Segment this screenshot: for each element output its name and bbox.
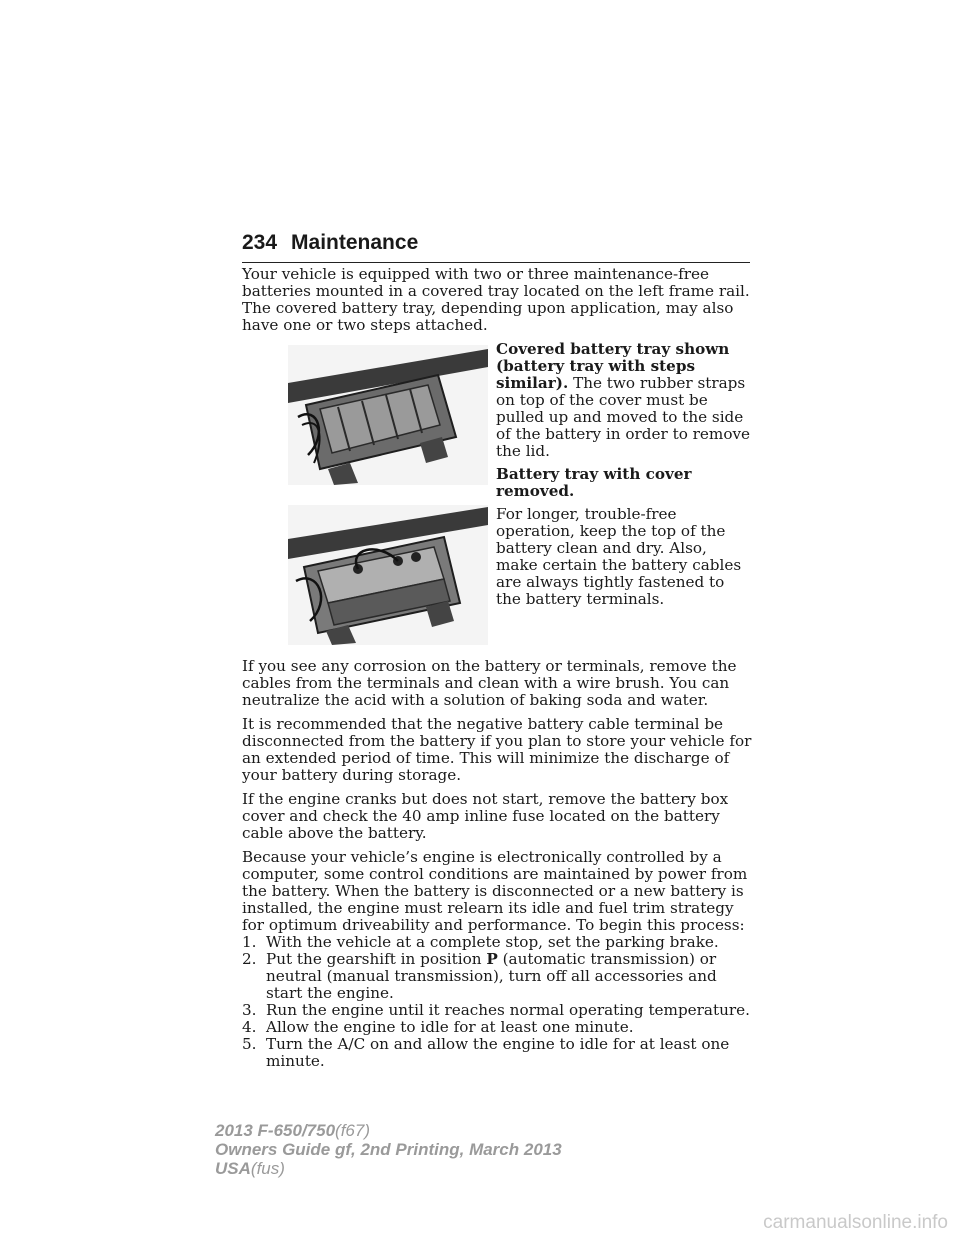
- page-footer: [215, 1121, 562, 1178]
- page-header: [242, 228, 750, 263]
- corrosion-paragraph: If you see any corrosion on the battery or terminals, remove the cables from the terminals and clean with a wire brush. You can neutralize the acid with a solution of baking soda and water.: [242, 657, 737, 709]
- caption-covered-tray-text: The two rubber straps on top of the cover must be pulled up and moved to the side of the battery in order to remove the lid.: [496, 374, 751, 460]
- caption-covered-tray-bold: Covered battery tray shown (battery tray with steps similar).: [496, 340, 730, 392]
- list-item: 1. With the vehicle at a complete stop, set the parking brake.: [242, 933, 719, 951]
- caption-covered-tray: [496, 341, 752, 460]
- fuse-paragraph: If the engine cranks but does not start, remove the battery box cover and check the 40 amp inline fuse located on the battery cable above the battery.: [242, 790, 729, 842]
- page-body: [242, 266, 752, 1070]
- storage-paragraph: It is recommended that the negative battery cable terminal be disconnected from the battery if you plan to store your vehicle for an extended period of time. This will minimize the discharge of your battery during storage.: [242, 715, 752, 784]
- footer-line-region: USA(fus): [215, 1159, 285, 1178]
- footer-line-model: 2013 F-650/750(f67): [215, 1121, 371, 1140]
- page-number: 234: [242, 231, 278, 254]
- covered-battery-tray-image: [288, 345, 488, 485]
- caption-battery-care: For longer, trouble-free operation, keep the top of the battery clean and dry. Also, make certain the battery cables are always tightly fastened to the battery terminals.: [496, 505, 742, 608]
- figure-block: [242, 341, 752, 653]
- list-item: 3. Run the engine until it reaches normal operating temperature.: [242, 1001, 750, 1019]
- figure-captions: [496, 341, 752, 614]
- watermark-link[interactable]: carmanualsonline.info: [763, 1212, 948, 1233]
- computer-control-paragraph: Because your vehicle’s engine is electronically controlled by a computer, some control conditions are maintained by power from the battery. When the battery is disconnected or a new battery is installed, the engine must relearn its idle and fuel trim strategy for optimum driveability and performance. To begin this process:: [242, 848, 748, 934]
- section-title: Maintenance: [291, 231, 419, 254]
- gear-position-p: P: [486, 950, 498, 968]
- footer-line-guide: Owners Guide gf, 2nd Printing, March 2013: [215, 1140, 562, 1159]
- battery-tray-open-image: [288, 505, 488, 645]
- intro-paragraph: Your vehicle is equipped with two or three maintenance-free batteries mounted in a covered tray located on the left frame rail. The covered battery tray, depending upon application, may also have one or two steps attached.: [242, 265, 750, 334]
- list-item: 5. Turn the A/C on and allow the engine to idle for at least one minute.: [242, 1035, 730, 1070]
- list-item: 4. Allow the engine to idle for at least one minute.: [242, 1018, 634, 1036]
- relearn-steps-list: [242, 934, 752, 1070]
- list-item: 2. Put the gearshift in position P (automatic transmission) or neutral (manual transmission), turn off all accessories and start the engine.: [242, 950, 717, 1002]
- caption-cover-removed: Battery tray with cover removed.: [496, 465, 692, 500]
